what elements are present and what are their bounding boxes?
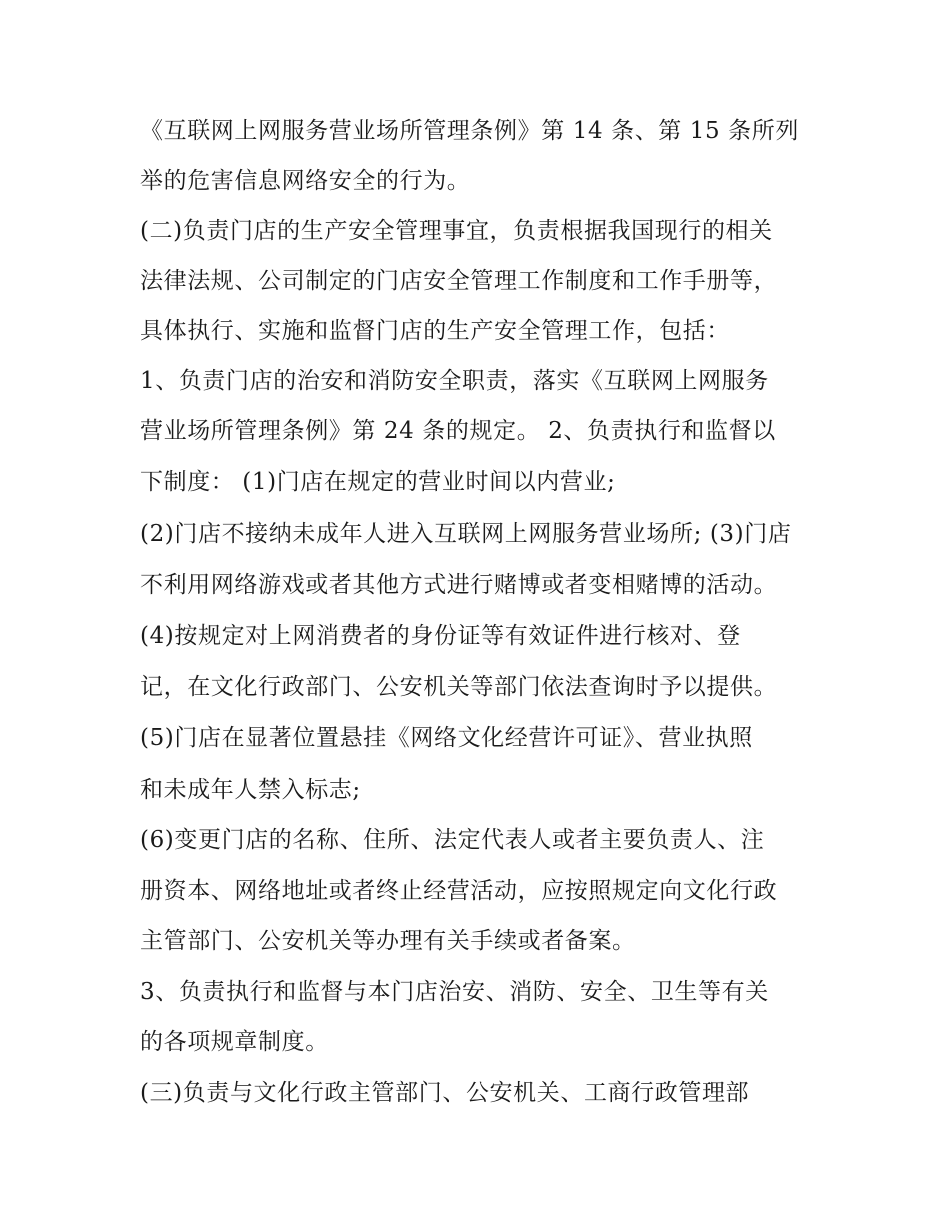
text-line: 3、负责执行和监督与本门店治安、消防、安全、卫生等有关 [140, 979, 769, 1005]
text-line: 的各项规章制度。 [140, 1029, 329, 1055]
text-line: (2)门店不接纳未成年人进入互联网上网服务营业场所; (3)门店 [140, 521, 792, 547]
text-line: 举的危害信息网络安全的行为。 [140, 168, 471, 194]
text-line: (二)负责门店的生产安全管理事宜，负责根据我国现行的相关 [140, 218, 773, 244]
text-line: 法律法规、公司制定的门店安全管理工作制度和工作手册等， [140, 268, 778, 294]
text-line: 营业场所管理条例》第 24 条的规定。 2、负责执行和监督以 [140, 418, 776, 444]
text-line: (4)按规定对上网消费者的身份证等有效证件进行核对、登 [140, 623, 741, 649]
text-line: 主管部门、公安机关等办理有关手续或者备案。 [140, 928, 636, 954]
text-line: 具体执行、实施和监督门店的生产安全管理工作，包括： [140, 318, 730, 344]
text-line: 不利用网络游戏或者其他方式进行赌博或者变相赌博的活动。 [140, 572, 778, 598]
text-line: 和未成年人禁入标志; [140, 777, 361, 803]
text-line: (5)门店在显著位置悬挂《网络文化经营许可证》、营业执照 [140, 725, 753, 751]
text-line: 册资本、网络地址或者终止经营活动，应按照规定向文化行政 [140, 878, 778, 904]
text-line: (6)变更门店的名称、住所、法定代表人或者主要负责人、注 [140, 827, 765, 853]
text-line: (三)负责与文化行政主管部门、公安机关、工商行政管理部 [140, 1080, 750, 1106]
text-line: 下制度： (1)门店在规定的营业时间以内营业; [140, 469, 616, 495]
text-line: 记，在文化行政部门、公安机关等部门依法查询时予以提供。 [140, 674, 778, 700]
text-line: 1、负责门店的治安和消防安全职责，落实《互联网上网服务 [140, 368, 769, 394]
text-line: 《互联网上网服务营业场所管理条例》第 14 条、第 15 条所列 [140, 118, 799, 144]
